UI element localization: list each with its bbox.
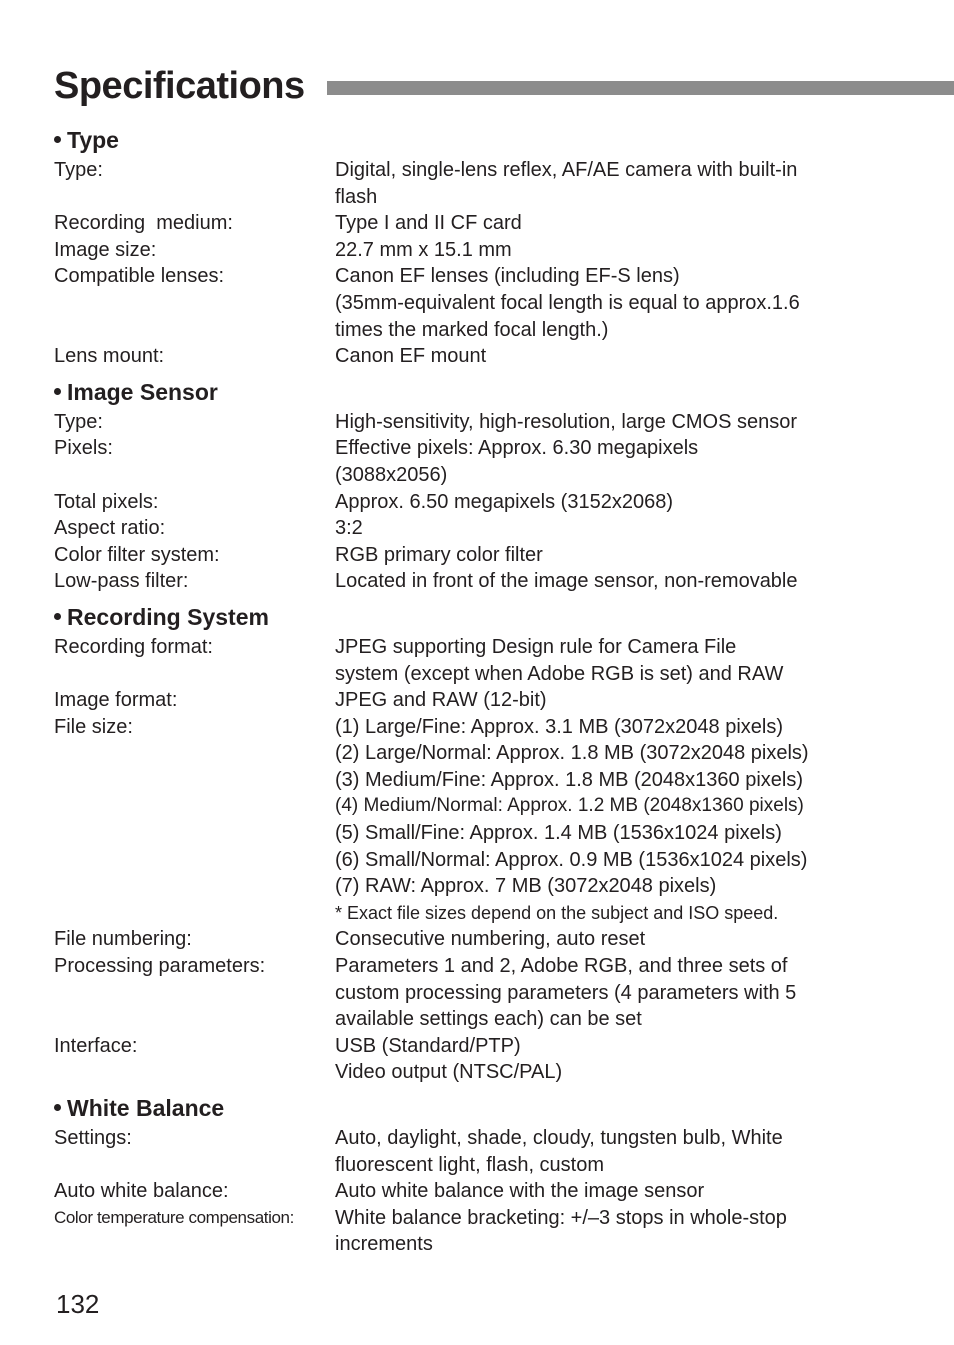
section-heading-white-balance: White Balance — [54, 1092, 914, 1125]
spec-row — [54, 343, 914, 370]
spec-row — [54, 568, 914, 595]
spec-row — [54, 1033, 914, 1086]
spec-label: Auto white balance: — [54, 1180, 229, 1203]
spec-row — [54, 714, 914, 927]
spec-label: Color filter system: — [54, 543, 220, 566]
spec-value: Effective pixels: Approx. 6.30 megapixels (3088x2056) — [335, 437, 699, 486]
spec-value: Located in front of the image sensor, non-removable — [335, 570, 798, 593]
spec-value: Digital, single-lens reflex, AF/AE camera with built-in flash — [335, 159, 798, 208]
spec-row — [54, 515, 914, 542]
bullet-icon — [54, 136, 61, 143]
spec-content — [54, 124, 914, 1258]
bullet-icon — [54, 388, 61, 395]
bullet-icon — [54, 1104, 61, 1111]
spec-value: JPEG and RAW (12-bit) — [335, 689, 547, 712]
spec-value: Approx. 6.50 megapixels (3152x2068) — [335, 490, 673, 513]
spec-label: Pixels: — [54, 437, 113, 460]
spec-row — [54, 542, 914, 569]
spec-row — [54, 1125, 914, 1178]
spec-label: File numbering: — [54, 928, 192, 951]
spec-value: Consecutive numbering, auto reset — [335, 928, 646, 951]
spec-value: (1) Large/Fine: Approx. 3.1 MB (3072x2048 pixels) (2) Large/Normal: Approx. 1.8 MB (3072x2048 pixels) (3) Medium/Fine: Approx. 1.8 MB (2048x1360 pixels) (4) Medium/Normal: Approx. 1.2 MB (2048x1360 pixels) (5) Small/Fine: Approx. 1.4 MB (1536x1024 pixels) (6) Small/Normal: Approx. 0.9 MB (1536x1024 pixels) (7) RAW: Approx. 7 MB (3072x2048 pixels) * Exact file sizes depend on the subject and ISO speed. — [335, 715, 809, 923]
spec-value: Type I and II CF card — [335, 212, 522, 235]
spec-row — [54, 1178, 914, 1205]
spec-value: USB (Standard/PTP) Video output (NTSC/PAL) — [335, 1034, 563, 1084]
spec-label: Interface: — [54, 1034, 138, 1057]
title-rule — [327, 81, 954, 95]
spec-value: Parameters 1 and 2, Adobe RGB, and three sets of custom processing parameters (4 parameters with 5 available settings each) can be set — [335, 955, 797, 1031]
spec-label: Compatible lenses: — [54, 265, 225, 288]
spec-row — [54, 953, 914, 1033]
spec-label: Type: — [54, 410, 103, 433]
spec-value: High-sensitivity, high-resolution, large CMOS sensor — [335, 410, 798, 433]
spec-label: Low-pass filter: — [54, 570, 189, 593]
spec-label: Type: — [54, 159, 103, 181]
spec-label: Recording medium: — [54, 212, 233, 235]
bullet-icon — [54, 613, 61, 620]
page-number: 132 — [56, 1289, 100, 1319]
spec-label: File size: — [54, 715, 133, 738]
spec-row — [54, 926, 914, 953]
spec-row — [54, 237, 914, 264]
spec-label: Color temperature compensation: — [54, 1207, 294, 1227]
spec-row — [54, 435, 914, 488]
spec-value: Auto white balance with the image sensor — [335, 1180, 705, 1203]
spec-value: 3:2 — [335, 517, 363, 540]
spec-row — [54, 687, 914, 714]
spec-value: Canon EF mount — [335, 345, 487, 368]
spec-label: Total pixels: — [54, 490, 159, 513]
spec-row — [54, 157, 914, 210]
section-heading-type: Type — [54, 124, 914, 157]
spec-row — [54, 634, 914, 687]
section-heading-recording-system: Recording System — [54, 601, 914, 634]
spec-label: Settings: — [54, 1127, 132, 1149]
spec-row — [54, 489, 914, 516]
spec-label: Lens mount: — [54, 345, 165, 368]
page-title: Specifications — [54, 65, 305, 107]
spec-label: Processing parameters: — [54, 955, 266, 978]
spec-label: Aspect ratio: — [54, 517, 166, 540]
title-row — [54, 62, 954, 114]
spec-label: Image format: — [54, 689, 178, 712]
spec-value: Canon EF lenses (including EF-S lens) (35mm-equivalent focal length is equal to approx.1.6 times the marked focal length.) — [335, 265, 800, 341]
spec-label: Recording format: — [54, 635, 213, 658]
spec-label: Image size: — [54, 238, 157, 261]
spec-value: White balance bracketing: +/–3 stops in whole-stop increments — [335, 1206, 787, 1256]
spec-value: JPEG supporting Design rule for Camera File system (except when Adobe RGB is set) and RAW — [335, 635, 784, 685]
spec-row — [54, 210, 914, 237]
spec-row — [54, 263, 914, 343]
spec-row — [54, 1205, 914, 1258]
section-heading-image-sensor: Image Sensor — [54, 376, 914, 409]
spec-value: 22.7 mm x 15.1 mm — [335, 238, 512, 261]
spec-value: RGB primary color filter — [335, 543, 543, 566]
spec-value: Auto, daylight, shade, cloudy, tungsten bulb, White fluorescent light, flash, custom — [335, 1127, 783, 1176]
spec-row — [54, 409, 914, 436]
